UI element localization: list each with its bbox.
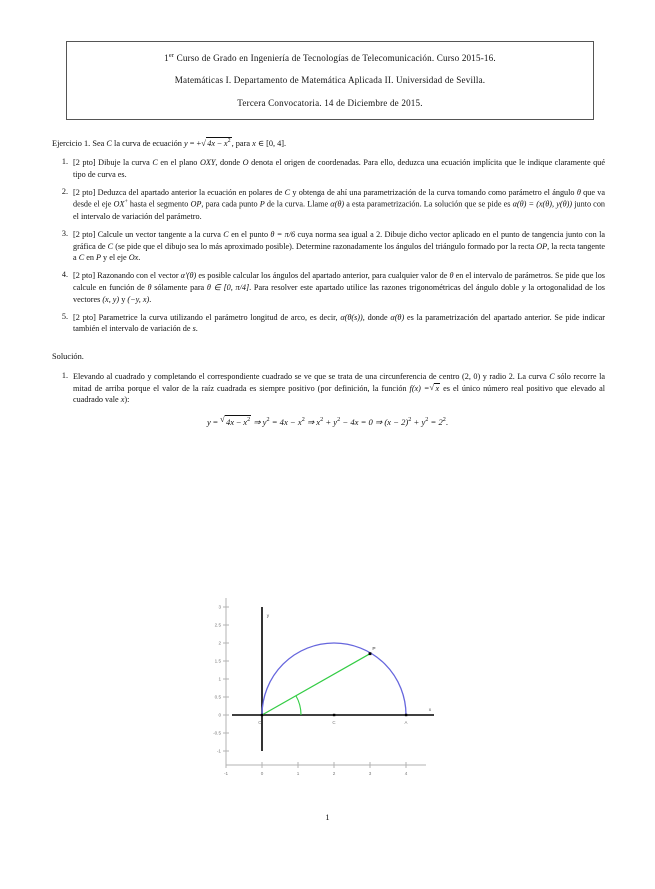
point-C-marker bbox=[332, 714, 334, 716]
point-P-marker bbox=[368, 652, 371, 655]
exercise-label: Ejercicio 1. bbox=[52, 139, 91, 149]
eq-step3-b: + y bbox=[323, 416, 338, 427]
item-4-m3: θ bbox=[147, 282, 152, 292]
exercise-intro-a: Sea bbox=[90, 139, 107, 149]
item-4-m6: (x, y) bbox=[102, 294, 120, 304]
eq-step3-d: + y bbox=[411, 416, 426, 427]
item-3-t1: Calcule un vector tangente a la curva bbox=[95, 229, 224, 239]
item-4-m1: α′(θ) bbox=[180, 271, 197, 281]
y-tick-label-3: 3 bbox=[217, 604, 221, 610]
eq-rad1-a: 4x bbox=[225, 416, 235, 427]
exercise-item-3 bbox=[50, 229, 605, 264]
item-2-t1: Deduzca del apartado anterior la ecuación en polares de bbox=[95, 187, 285, 197]
figure-container bbox=[0, 593, 655, 789]
exercise-item-5-number: 5. bbox=[61, 311, 68, 321]
item-2-m2: θ bbox=[576, 187, 581, 197]
x-tick-label-0: 0 bbox=[260, 771, 263, 776]
eq-lhs-y: y bbox=[206, 416, 211, 427]
point-O-marker bbox=[260, 714, 262, 716]
item-2-t5: , para cada punto bbox=[201, 200, 260, 210]
item-3-m4: OP bbox=[536, 241, 548, 251]
exercise-var-x: x bbox=[252, 139, 256, 149]
item-3-t2: en el punto bbox=[228, 229, 271, 239]
eq-step3-b-exponent: 2 bbox=[337, 415, 341, 423]
item-4-t6: la ortogonalidad de los vectores bbox=[73, 282, 605, 304]
exercise-item-3-number: 3. bbox=[61, 228, 68, 238]
exercise-item-2 bbox=[50, 187, 605, 223]
angle-arc-theta bbox=[295, 696, 300, 716]
exercise-intro-c: , para bbox=[231, 139, 253, 149]
y-tick-label-1: 1 bbox=[217, 676, 221, 682]
exercise-eq-rad-b: x bbox=[223, 139, 228, 149]
exercise-eq-rad-b-exponent: 2 bbox=[227, 138, 231, 145]
exercise-intro-d: ∈ [0, 4]. bbox=[255, 139, 287, 149]
x-axis-label: x bbox=[428, 708, 431, 713]
plot-svg bbox=[212, 593, 444, 789]
item-4-m7: (−y, x) bbox=[127, 294, 150, 304]
item-3-m7: Ox bbox=[128, 253, 139, 263]
point-O-label: O bbox=[257, 720, 262, 725]
item-3-t4: (se pide que el dibujo sea lo más aproximado posible). Determine razonadamente los ángulos del triángulo formado por la recta bbox=[113, 241, 537, 251]
x-tick-label-1: 1 bbox=[296, 771, 299, 776]
item-2-t6: de la curva. Llame bbox=[264, 200, 331, 210]
sol-1-t4: ): bbox=[124, 395, 130, 405]
item-4-m5: y bbox=[521, 282, 526, 292]
item-2-m7: α(θ) = (x(θ), y(θ)) bbox=[512, 200, 573, 210]
item-5-m3: s bbox=[192, 324, 196, 334]
item-4-t2: es posible calcular los ángulos del apartado anterior, para cualquier valor de bbox=[196, 271, 450, 281]
solution-item-1 bbox=[50, 371, 605, 406]
sol-1-m2: f(x) = bbox=[409, 383, 430, 393]
y-tick-label-0p5: 0.5 bbox=[214, 694, 221, 700]
eq-step3-e: = 2 bbox=[428, 416, 443, 427]
item-4-t5: . Para resolver este apartado utilice las razones trigonométricas del ángulo doble bbox=[249, 282, 522, 292]
item-2-m5: P bbox=[259, 200, 265, 210]
curve-semicircle bbox=[262, 643, 406, 715]
frame-x-tick-labels bbox=[223, 771, 407, 776]
page-number: 1 bbox=[325, 813, 330, 822]
point-C-label: C bbox=[331, 720, 336, 725]
sol-1-t2: sólo recorre la mitad de arriba porque el valor de la raíz cuadrada es siempre positivo (por definición, la función bbox=[73, 371, 605, 393]
eq-rad1-minus: − bbox=[234, 416, 244, 427]
exercise-eq-y: y bbox=[184, 139, 188, 149]
item-4-points: [2 pto] bbox=[73, 271, 96, 281]
item-2-t2: y obtenga de ahí una parametrización de la curva tomando como parámetro el ángulo bbox=[290, 187, 577, 197]
item-1-t3: , donde bbox=[215, 157, 243, 167]
solution-title: Solución. bbox=[52, 352, 84, 361]
exercise-item-4-text bbox=[73, 270, 605, 305]
item-3-m2: θ = π/6 bbox=[270, 229, 296, 239]
eq-step2-b-exponent: 2 bbox=[301, 415, 305, 423]
exercise-item-5 bbox=[50, 312, 605, 335]
eq-step3-e-exponent: 2 bbox=[442, 415, 446, 423]
item-3-m3: C bbox=[107, 241, 114, 251]
y-axis-label: y bbox=[266, 614, 269, 619]
item-5-m2: α(θ) bbox=[390, 312, 405, 322]
item-1-points: [2 pto] bbox=[73, 157, 96, 167]
sol-1-t1: Elevando al cuadrado y completando el correspondiente cuadrado se ve que se trata de una circunferencia de centro (2, 0) y radio 2. La curva bbox=[73, 371, 550, 381]
exercise-item-4-number: 4. bbox=[61, 270, 68, 280]
eq-step3-c: − 4x = 0 ⇒ (x − 2) bbox=[340, 416, 409, 427]
item-3-t3: cuya norma sea igual a 2. Dibuje dicho vector aplicado en el punto de tangencia junto con la gráfica de bbox=[73, 229, 605, 251]
sol-1-m3: x bbox=[120, 395, 125, 405]
item-2-t8: junto con el intervalo de variación del parámetro. bbox=[73, 200, 606, 221]
exercise-heading bbox=[52, 137, 605, 150]
item-4-t8: . bbox=[149, 294, 152, 304]
item-1-t1: Dibuje la curva bbox=[95, 157, 153, 167]
item-3-t6: en bbox=[84, 253, 96, 263]
exercise-item-3-text bbox=[73, 229, 605, 264]
solution-item-1-text bbox=[73, 371, 605, 406]
exercise-item-1 bbox=[50, 157, 605, 180]
exercise-eq-equals: = + bbox=[187, 139, 202, 149]
document-page bbox=[0, 41, 655, 889]
item-4-m2: θ bbox=[449, 271, 454, 281]
item-5-points: [2 pto] bbox=[73, 312, 96, 322]
sol-1-m2b: x bbox=[435, 383, 440, 393]
item-3-t8: . bbox=[138, 253, 141, 263]
item-1-t2: en el plano bbox=[157, 157, 200, 167]
exercise-curve-symbol: C bbox=[106, 139, 112, 149]
x-tick-label-m1: -1 bbox=[223, 771, 228, 776]
item-3-t7: y el eje bbox=[101, 253, 129, 263]
eq-equals-1: = bbox=[210, 416, 220, 427]
item-2-m3: OX bbox=[113, 200, 125, 210]
eq-step3-period: . bbox=[445, 416, 449, 427]
item-1-m2: OXY bbox=[199, 157, 216, 167]
y-tick-label-2: 2 bbox=[217, 640, 221, 646]
item-3-m6: P bbox=[95, 253, 101, 263]
y-tick-label-2p5: 2.5 bbox=[214, 622, 221, 628]
exercise-item-5-text bbox=[73, 312, 605, 335]
exercise-item-list bbox=[50, 157, 605, 335]
exercise-item-2-number: 2. bbox=[61, 186, 68, 196]
item-2-points: [2 pto] bbox=[73, 187, 96, 197]
y-tick-label-m0p5: -0.5 bbox=[212, 730, 221, 736]
point-A-marker bbox=[404, 714, 406, 716]
item-3-points: [2 pto] bbox=[73, 229, 96, 239]
y-tick-label-1p5: 1.5 bbox=[214, 658, 221, 664]
item-5-t1: Parametrice la curva utilizando el parámetro longitud de arco, es decir, bbox=[95, 312, 341, 322]
header-line-1-rest: Curso de Grado en Ingeniería de Tecnologías de Telecomunicación. Curso 2015-16. bbox=[174, 53, 496, 64]
item-3-m1: C bbox=[223, 229, 229, 239]
item-4-t4: sólamente para bbox=[151, 282, 207, 292]
item-5-m1: α(θ(s)) bbox=[340, 312, 363, 322]
sol-1-sqrt-x bbox=[429, 383, 440, 395]
item-5-t2: , donde bbox=[362, 312, 391, 322]
header-line-3: Tercera Convocatoria. 14 de Diciembre de 2015. bbox=[237, 97, 423, 108]
eq-step3-c-exponent: 2 bbox=[408, 415, 412, 423]
exercise-item-4 bbox=[50, 270, 605, 305]
item-2-t7: a esta parametrización. La solución que se pide es bbox=[344, 200, 513, 210]
item-3-m5: C bbox=[78, 253, 85, 263]
exercise-eq-rad-a: 4x bbox=[207, 139, 216, 149]
frame-y-tick-labels bbox=[213, 605, 221, 754]
solution-item-1-number: 1. bbox=[61, 370, 68, 380]
item-3-t5: , la recta tangente a bbox=[73, 241, 605, 263]
x-tick-label-3: 3 bbox=[368, 771, 371, 776]
sol-1-m1: C bbox=[549, 371, 555, 381]
exercise-item-2-text bbox=[73, 187, 605, 223]
eq-step3: ⇒ x bbox=[304, 416, 321, 427]
item-2-t4: hasta el segmento bbox=[127, 200, 191, 210]
eq-step2: ⇒ y bbox=[251, 416, 267, 427]
point-A-label: A bbox=[404, 720, 407, 725]
plot-frame bbox=[226, 598, 426, 765]
item-2-t3: que va desde el eje bbox=[73, 187, 605, 210]
eq-rad1-b-exponent: 2 bbox=[247, 415, 251, 423]
header-line-1-prefix: 1 bbox=[164, 53, 169, 64]
header-line-1 bbox=[75, 52, 585, 63]
item-5-t3: es la parametrización del apartado anterior. Se pide indicar también el intervalo de variación de bbox=[73, 312, 605, 334]
segment-OP bbox=[262, 654, 370, 715]
header-line-1-ordinal: er bbox=[168, 52, 175, 59]
y-tick-label-0: 0 bbox=[217, 712, 221, 718]
eq-step2-b: = 4x − x bbox=[269, 416, 302, 427]
eq-step3-exponent: 2 bbox=[320, 415, 324, 423]
item-4-m4: θ ∈ [0, π/4] bbox=[206, 282, 250, 292]
exam-header-box bbox=[66, 41, 594, 120]
item-1-t4: denota el origen de coordenadas. Para ello, deduzca una ecuación implícita que le indique claramente qué tipo de curva es. bbox=[73, 157, 605, 179]
item-4-t3: en el intervalo de parámetros. Se pide que los calcule en función de bbox=[73, 271, 605, 292]
exercise-intro-b: la curva de ecuación bbox=[111, 139, 185, 149]
exercise-item-1-text bbox=[73, 157, 605, 180]
exercise-item-1-number: 1. bbox=[61, 156, 68, 166]
item-2-m3-sup: + bbox=[124, 199, 128, 206]
x-tick-label-2: 2 bbox=[332, 771, 335, 776]
item-1-m1: C bbox=[152, 157, 158, 167]
item-5-t4: . bbox=[195, 324, 198, 334]
item-2-m1: C bbox=[284, 187, 291, 197]
point-P-label: P bbox=[371, 647, 376, 652]
sol-1-t3: es el único número real positivo que elevado al cuadrado vale bbox=[73, 383, 605, 405]
eq-step2-exponent: 2 bbox=[266, 415, 270, 423]
exercise-eq-sqrt bbox=[201, 137, 231, 150]
item-4-t1: Razonando con el vector bbox=[95, 271, 181, 281]
x-tick-label-4: 4 bbox=[404, 771, 407, 776]
item-2-m4: OP bbox=[190, 200, 202, 210]
y-tick-label-m1: -1 bbox=[216, 748, 221, 754]
item-4-t7: y bbox=[119, 294, 128, 304]
eq-sqrt-term bbox=[220, 415, 251, 428]
solution-item-list bbox=[50, 371, 605, 406]
item-1-m3: O bbox=[242, 157, 249, 167]
exercise-eq-rad-minus: − bbox=[215, 139, 224, 149]
header-line-2: Matemáticas I. Departamento de Matemática Aplicada II. Universidad de Sevilla. bbox=[174, 75, 486, 86]
eq-step3-d-exponent: 2 bbox=[425, 415, 429, 423]
semicircle-plot bbox=[212, 593, 444, 789]
item-2-m6: α(θ) bbox=[330, 200, 345, 210]
eq-rad1-b: x bbox=[243, 416, 248, 427]
solution-display-equation bbox=[50, 415, 605, 428]
